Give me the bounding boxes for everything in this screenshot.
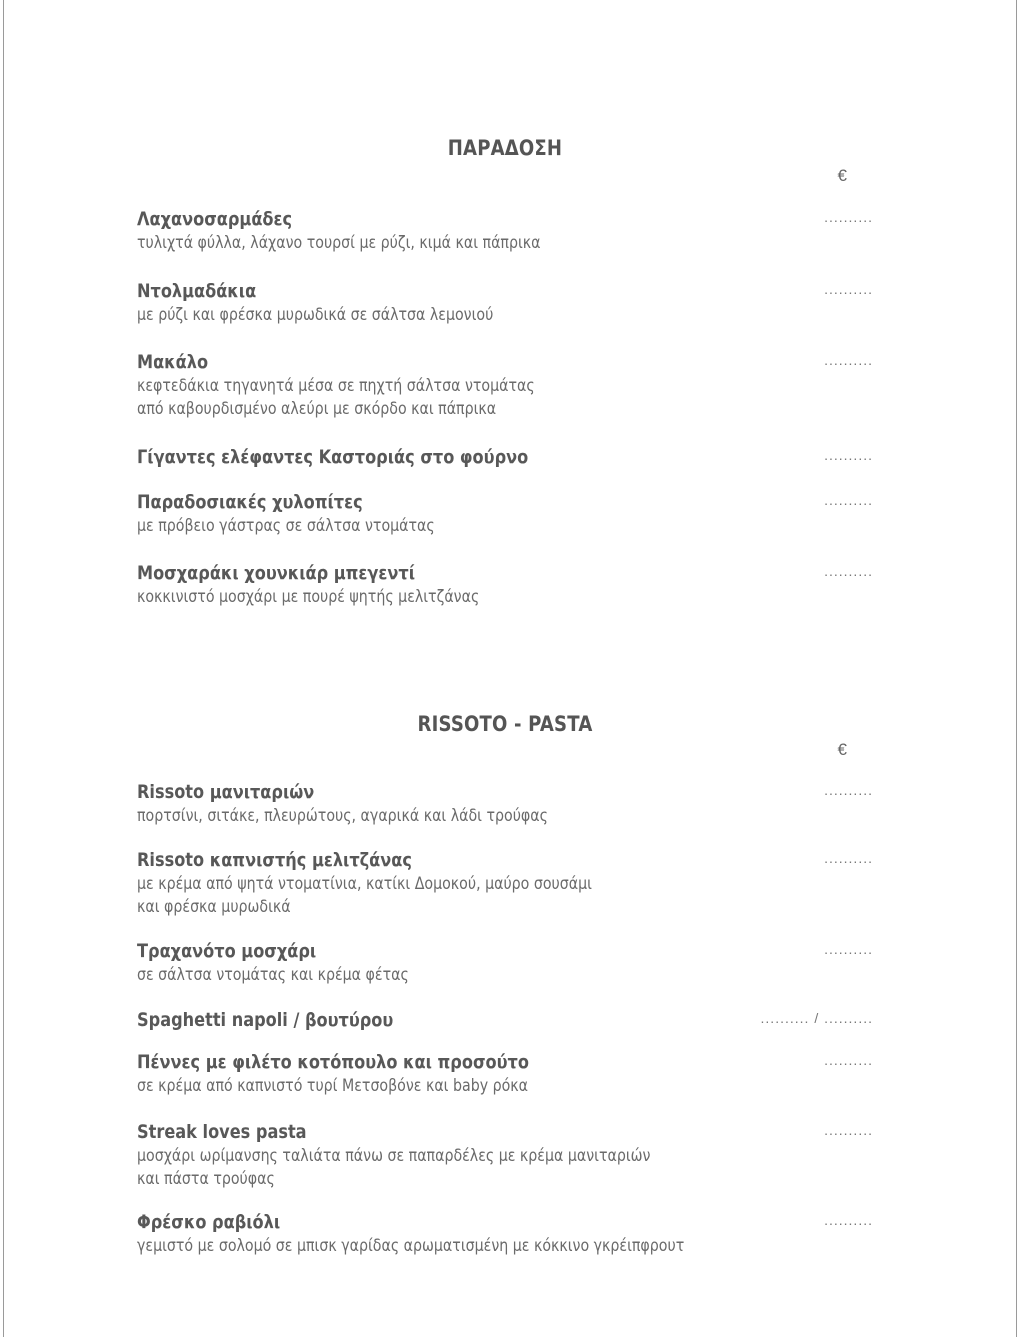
item-description: κοκκινιστό μοσχάρι με πουρέ ψητής μελιτζάνας	[137, 587, 480, 606]
item-price: ..........	[824, 352, 873, 368]
menu-page	[3, 0, 1017, 1337]
item-name: Rissoto μανιταριών	[137, 781, 315, 803]
item-name: Rissoto καπνιστής μελιτζάνας	[137, 849, 412, 871]
section-title: ΠΑΡΑΔΟΣΗ	[447, 136, 563, 160]
menu-item	[137, 939, 873, 986]
menu-item	[137, 490, 873, 537]
menu-item	[137, 445, 873, 469]
item-price: ..........	[824, 941, 873, 957]
item-description: και φρέσκα μυρωδικά	[137, 897, 291, 916]
menu-item	[137, 848, 873, 918]
item-description: μοσχάρι ωρίμανσης ταλιάτα πάνω σε παπαρδέλες με κρέμα μανιταριών	[137, 1146, 651, 1165]
item-price: ..........	[824, 281, 873, 297]
item-description: με πρόβειο γάστρας σε σάλτσα ντομάτας	[137, 516, 435, 535]
item-description: κεφτεδάκια τηγανητά μέσα σε πηχτή σάλτσα ντομάτας	[137, 376, 535, 395]
item-description: πορτσίνι, σιτάκε, πλευρώτους, αγαρικά και λάδι τρούφας	[137, 806, 548, 825]
item-name: Streak loves pasta	[137, 1121, 307, 1143]
item-description: με κρέμα από ψητά ντοματίνια, κατίκι Δομοκού, μαύρο σουσάμι	[137, 874, 592, 893]
item-name: Τραχανότο μοσχάρι	[137, 940, 317, 962]
item-name: Φρέσκο ραβιόλι	[137, 1211, 281, 1233]
item-price: ..........	[824, 563, 873, 579]
item-name: Παραδοσιακές χυλοπίτες	[137, 491, 363, 513]
item-price: ..........	[824, 1122, 873, 1138]
item-price: ..........	[824, 447, 873, 463]
item-price: ..........	[824, 492, 873, 508]
item-description: από καβουρδισμένο αλεύρι με σκόρδο και πάπρικα	[137, 399, 497, 418]
menu-item	[137, 350, 873, 420]
item-description: σε κρέμα από καπνιστό τυρί Μετσοβόνε και baby ρόκα	[137, 1076, 529, 1095]
item-description: τυλιχτά φύλλα, λάχανο τουρσί με ρύζι, κιμά και πάπρικα	[137, 233, 541, 252]
menu-item	[137, 1210, 873, 1257]
item-name: Spaghetti napoli / βουτύρου	[137, 1009, 394, 1031]
item-price: ..........	[824, 1052, 873, 1068]
menu-item	[137, 1008, 873, 1032]
menu-item	[137, 561, 873, 608]
item-name: Μακάλο	[137, 351, 209, 373]
item-description: με ρύζι και φρέσκα μυρωδικά σε σάλτσα λεμονιού	[137, 305, 494, 324]
currency-symbol: €	[837, 166, 847, 185]
item-name: Μοσχαράκι χουνκιάρ μπεγεντί	[137, 562, 416, 584]
item-name: Λαχανοσαρμάδες	[137, 208, 293, 230]
item-price: .......... / ..........	[760, 1010, 873, 1026]
menu-item	[137, 279, 873, 326]
item-name: Ντολμαδάκια	[137, 280, 257, 302]
menu-item	[137, 1120, 873, 1190]
item-description: και πάστα τρούφας	[137, 1169, 275, 1188]
item-name: Γίγαντες ελέφαντες Καστοριάς στο φούρνο	[137, 446, 529, 468]
item-description: σε σάλτσα ντομάτας και κρέμα φέτας	[137, 965, 409, 984]
currency-symbol: €	[837, 740, 847, 759]
section-title: RISSOTO - PASTA	[417, 712, 593, 736]
item-price: ..........	[824, 1212, 873, 1228]
menu-item	[137, 780, 873, 827]
item-name: Πέννες με φιλέτο κοτόπουλο και προσούτο	[137, 1051, 529, 1073]
item-price: ..........	[824, 782, 873, 798]
item-price: ..........	[824, 850, 873, 866]
menu-item	[137, 207, 873, 254]
item-price: ..........	[824, 209, 873, 225]
item-description: γεμιστό με σολομό σε μπισκ γαρίδας αρωματισμένη με κόκκινο γκρέιπφρουτ	[137, 1236, 685, 1255]
menu-item	[137, 1050, 873, 1097]
